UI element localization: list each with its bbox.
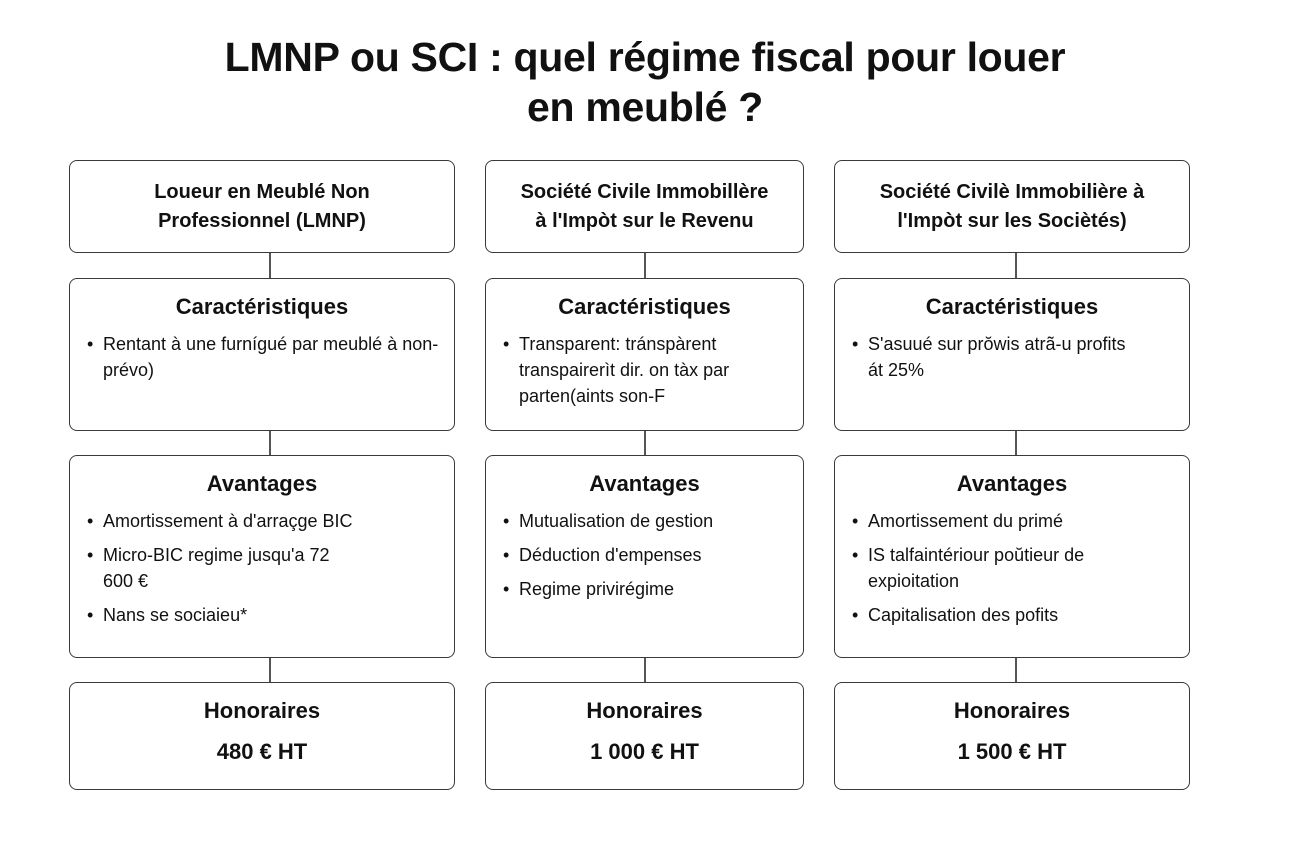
advantages-box xyxy=(834,455,1190,658)
fees-price: 480 € HT xyxy=(216,739,308,764)
advantage-item: • Déduction d'empenses xyxy=(519,542,789,568)
header-line: Loueur en Meublé Non xyxy=(154,180,370,203)
connector-line xyxy=(644,431,646,457)
header-box xyxy=(485,160,804,253)
advantage-item: • Amortissement à d'arraçge BIC xyxy=(103,508,440,534)
header-line: Société Civile Immobillère xyxy=(520,180,769,203)
header-line: Société Civilè Immobilière à xyxy=(879,180,1145,203)
header-line: à l'Impòt sur le Revenu xyxy=(535,209,754,232)
characteristics-heading: Caractéristiques xyxy=(175,294,349,319)
characteristic-item: • Transparent: tránspàrent transpairerìt dir. on tàx par parten(aints son-F xyxy=(519,331,789,409)
header-box xyxy=(69,160,455,253)
fees-heading: Honoraires xyxy=(586,698,703,723)
connector-line xyxy=(644,253,646,279)
connector-line xyxy=(269,431,271,457)
advantages-heading: Avantages xyxy=(206,471,318,496)
title-line-1: LMNP ou SCI : quel régime fiscal pour louer xyxy=(224,34,1066,80)
fees-box xyxy=(69,682,455,790)
connector-line xyxy=(1015,253,1017,279)
characteristics-box xyxy=(69,278,455,431)
characteristics-box xyxy=(485,278,804,431)
advantage-item: • Amortissement du primé xyxy=(868,508,1175,534)
header-line: l'Impòt sur les Sociètés) xyxy=(897,209,1127,232)
fees-price: 1 000 € HT xyxy=(590,739,699,764)
advantage-item: • Micro-BIC regime jusqu'a 72 600 € xyxy=(103,542,440,594)
characteristics-heading: Caractéristiques xyxy=(925,294,1099,319)
advantage-item: • Regime privirégime xyxy=(519,576,789,602)
connector-line xyxy=(1015,431,1017,457)
advantages-box xyxy=(69,455,455,658)
connector-line xyxy=(1015,658,1017,684)
header-line: Professionnel (LMNP) xyxy=(158,209,366,232)
connector-line xyxy=(269,658,271,684)
advantage-item: • Capitalisation des pofits xyxy=(868,602,1175,628)
title-line-2: en meublé ? xyxy=(527,84,763,130)
fees-heading: Honoraires xyxy=(203,698,321,723)
characteristic-item: • S'asuué sur prŏwis atrã-u profits át 25% xyxy=(868,331,1175,383)
connector-line xyxy=(269,253,271,279)
fees-heading: Honoraires xyxy=(953,698,1071,723)
advantages-heading: Avantages xyxy=(589,471,700,496)
characteristic-item: • Rentant à une furnígué par meublé à non-prévo) xyxy=(103,331,440,383)
connector-line xyxy=(644,658,646,684)
fees-box xyxy=(485,682,804,790)
advantages-box xyxy=(485,455,804,658)
header-box xyxy=(834,160,1190,253)
advantages-heading: Avantages xyxy=(956,471,1068,496)
advantage-item: • IS talfaintériour poŭtieur de expioitation xyxy=(868,542,1175,594)
page-title xyxy=(0,32,1290,132)
advantage-item: • Mutualisation de gestion xyxy=(519,508,789,534)
characteristics-heading: Caractéristiques xyxy=(558,294,731,319)
fees-price: 1 500 € HT xyxy=(957,739,1067,764)
advantage-item: • Nans se sociaieu* xyxy=(103,602,440,628)
fees-box xyxy=(834,682,1190,790)
characteristics-box xyxy=(834,278,1190,431)
